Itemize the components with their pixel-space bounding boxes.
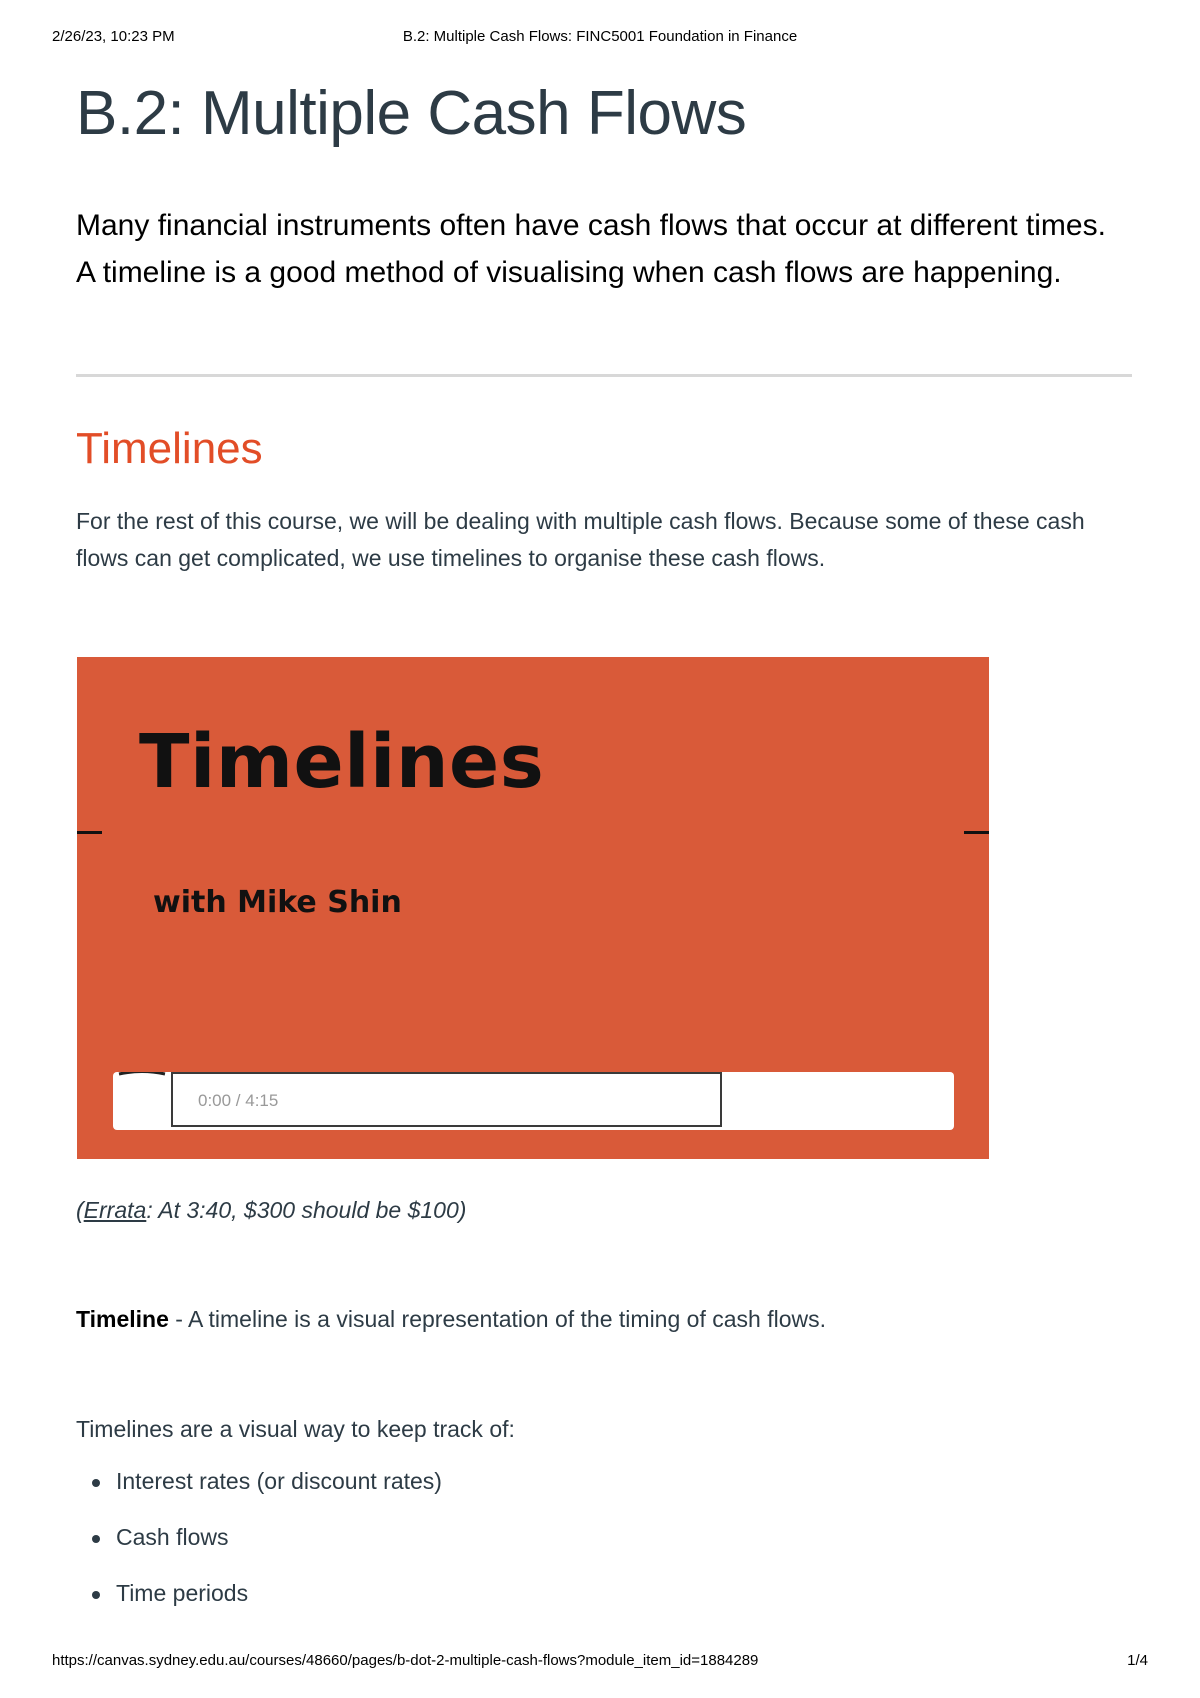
print-header — [52, 28, 1148, 48]
print-title: B.2: Multiple Cash Flows: FINC5001 Foundation in Finance — [402, 28, 798, 45]
page-number: 1/4 — [1127, 1652, 1148, 1669]
play-icon — [113, 1072, 171, 1130]
timeline-definition — [76, 1306, 826, 1333]
errata-text: : At 3:40, $300 should be $100) — [146, 1197, 467, 1223]
errata-link[interactable]: Errata — [83, 1197, 147, 1223]
definition-term: Timeline — [76, 1306, 169, 1332]
play-button[interactable] — [113, 1072, 171, 1130]
page-url: https://canvas.sydney.edu.au/courses/48660/pages/b-dot-2-multiple-cash-flows?module_item_id=1884289 — [52, 1652, 759, 1669]
video-title: Timelines — [139, 719, 545, 805]
list-item: Time periods — [76, 1580, 442, 1610]
section-title: Timelines — [76, 424, 263, 473]
page-title: B.2: Multiple Cash Flows — [76, 79, 747, 148]
video-subtitle: with Mike Shin — [153, 885, 402, 920]
section-lead: For the rest of this course, we will be dealing with multiple cash flows. Because some of these cash flows can get complicated, we use timelines to organise these cash flows. — [76, 508, 1085, 571]
list-item: Interest rates (or discount rates) — [76, 1468, 442, 1498]
right-tick-mark — [964, 831, 989, 834]
errata-note — [76, 1197, 466, 1224]
definition-text: - A timeline is a visual representation of the timing of cash flows. — [168, 1306, 826, 1332]
tracking-list — [76, 1468, 442, 1636]
print-date: 2/26/23, 10:23 PM — [52, 28, 175, 45]
left-tick-mark — [77, 831, 102, 834]
divider — [76, 374, 1132, 377]
intro-paragraph: Many financial instruments often have cash flows that occur at different times. A timeline is a good method of visualising when cash flows are happening. — [76, 209, 1106, 289]
list-item: Cash flows — [76, 1524, 442, 1554]
errata-open: ( — [76, 1197, 84, 1223]
video-player[interactable] — [77, 657, 989, 1159]
print-footer — [52, 1652, 1148, 1672]
video-progress-bar[interactable] — [171, 1072, 722, 1127]
video-time: 0:00 / 4:15 — [198, 1091, 279, 1110]
list-intro: Timelines are a visual way to keep track of: — [76, 1416, 515, 1442]
video-controls — [113, 1072, 954, 1130]
